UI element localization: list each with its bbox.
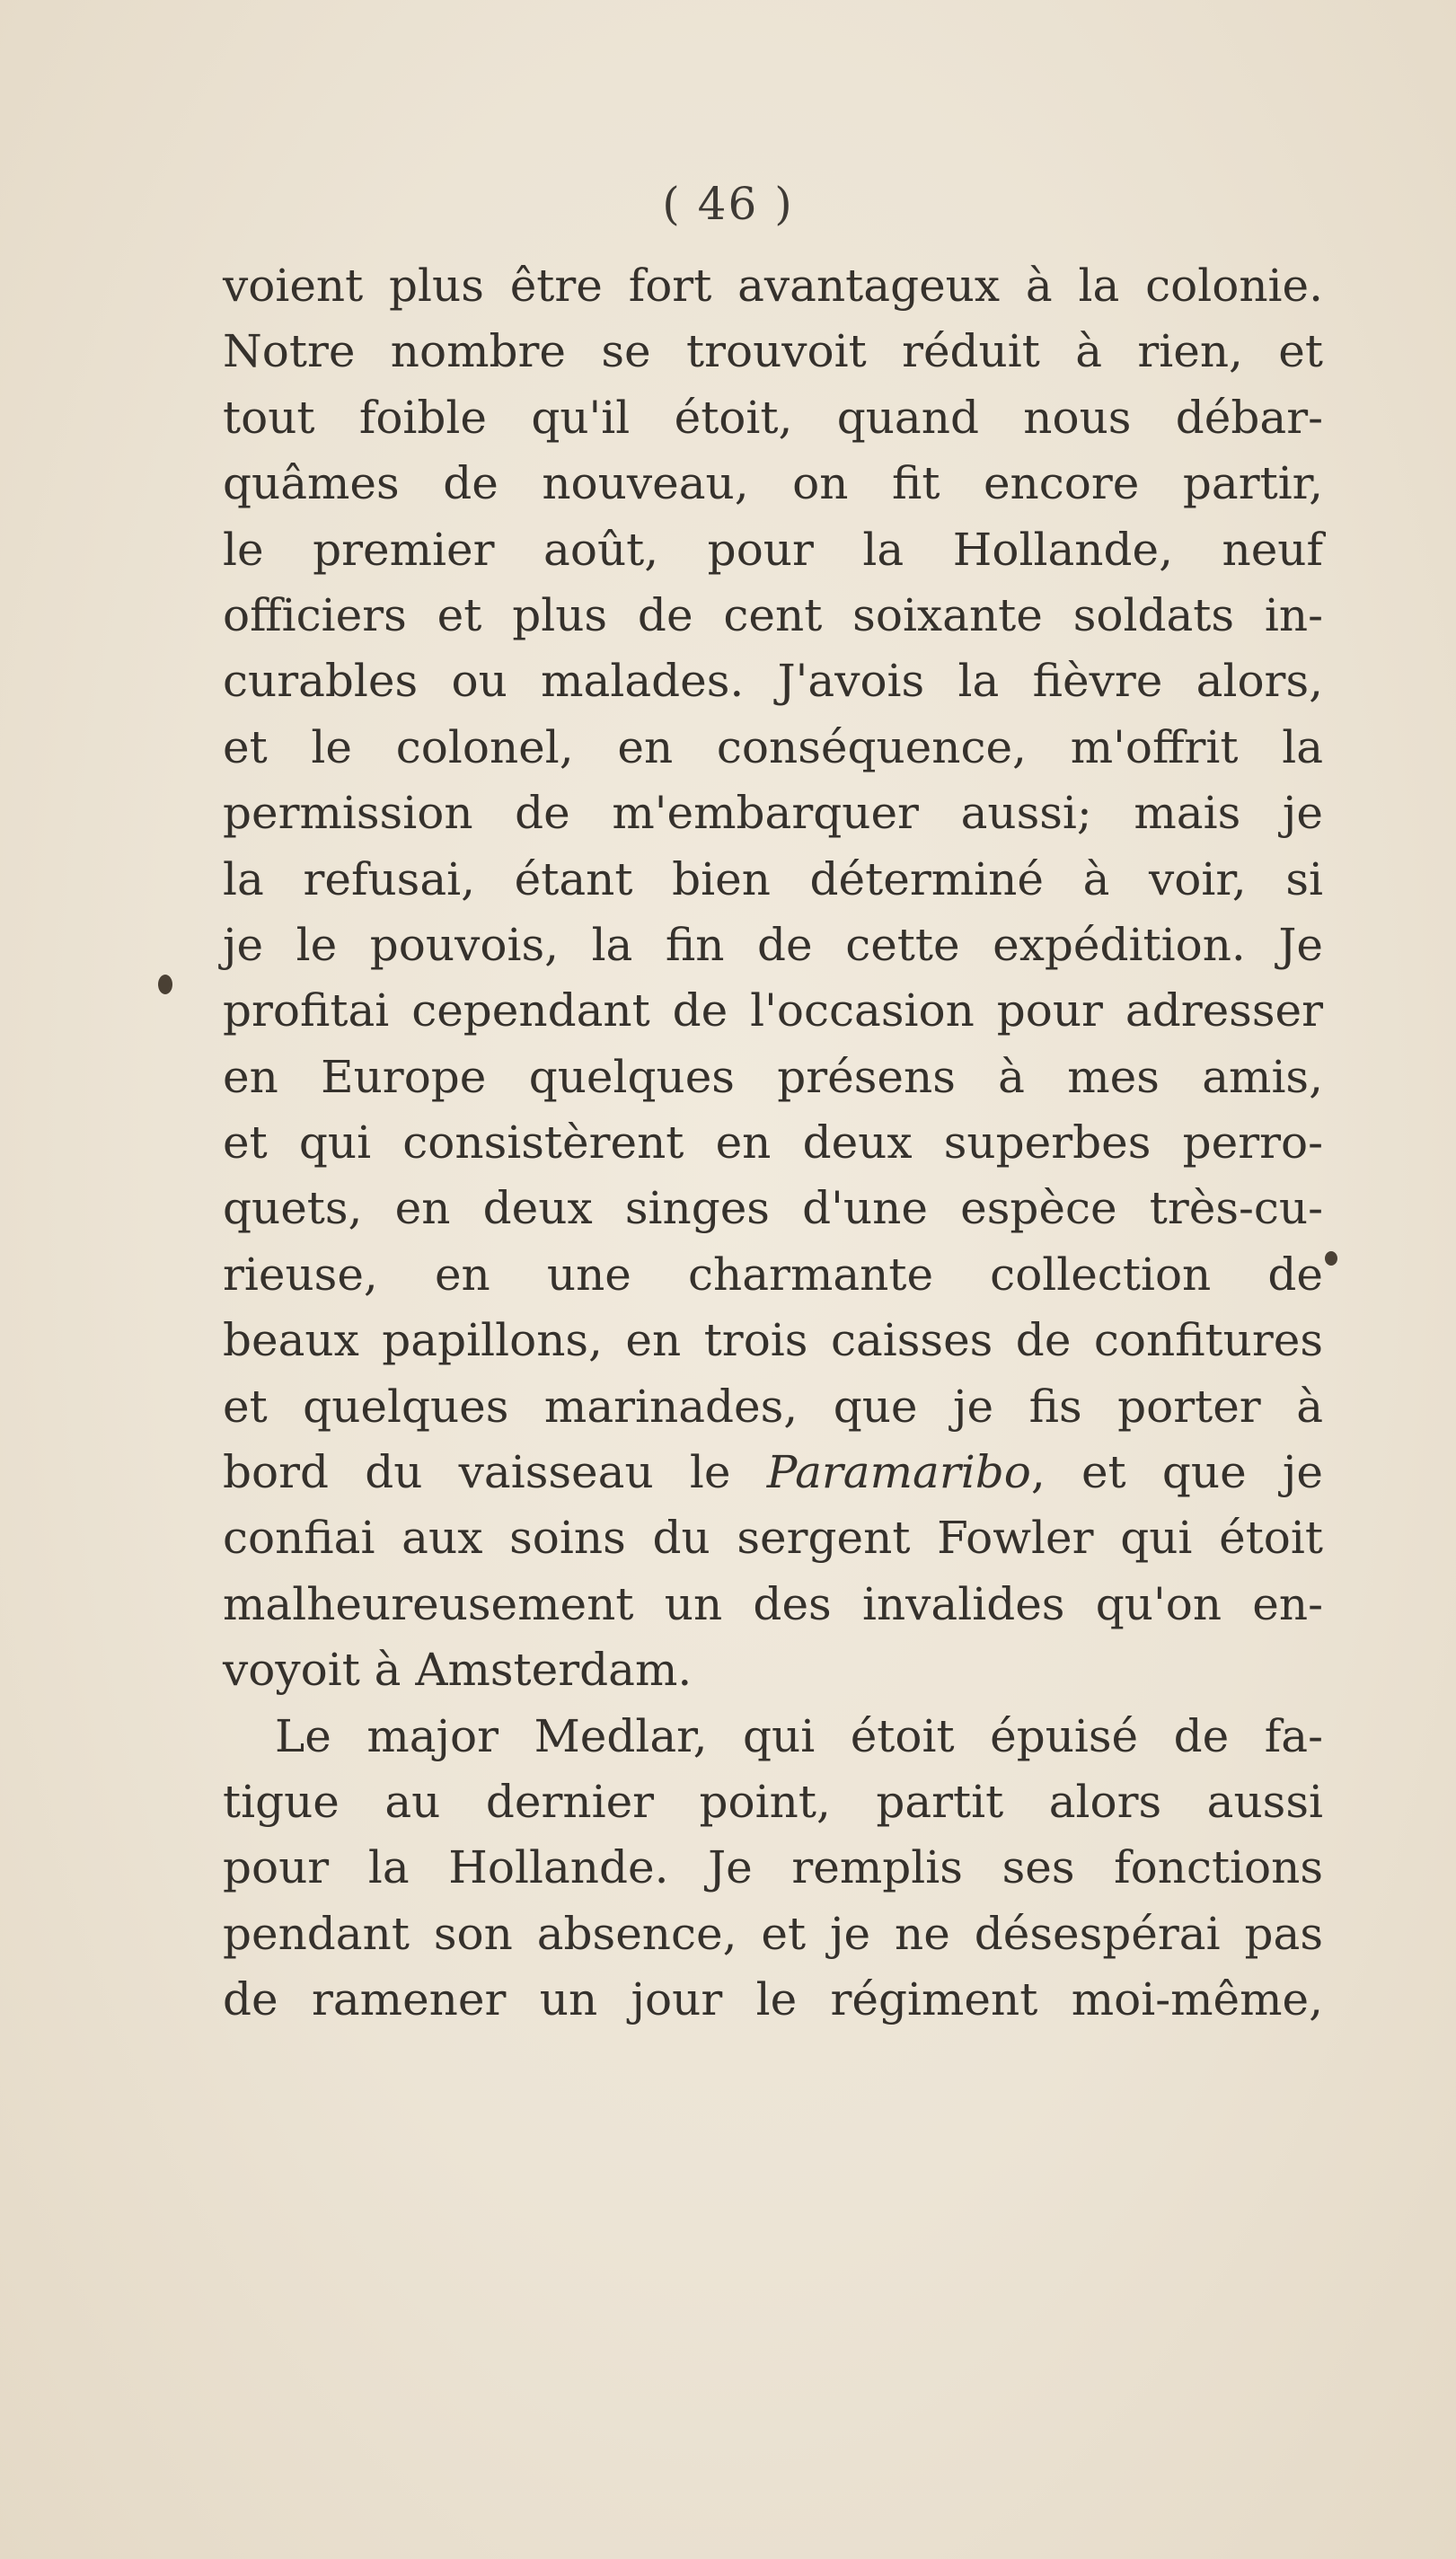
ship-name: Paramaribo (766, 1446, 1031, 1499)
text-line: et qui consistèrent en deux superbes perro- (223, 1116, 1323, 1169)
text-line: tout foible qu'il étoit, quand nous débar- (223, 391, 1323, 444)
ink-speck (1325, 1251, 1337, 1266)
text-line: pour la Hollande. Je remplis ses fonctions (223, 1841, 1323, 1894)
text-line: et le colonel, en conséquence, m'offrit la (223, 720, 1323, 773)
text-line: voient plus être fort avantageux à la colonie. (223, 260, 1323, 312)
text-line: officiers et plus de cent soixante soldats in- (223, 588, 1323, 641)
paragraph-start-line: Le major Medlar, qui étoit épuisé de fa- (275, 1709, 1323, 1762)
ship-line-after: , et que je (1030, 1446, 1323, 1499)
text-line: je le pouvois, la fin de cette expédition. Je (223, 918, 1323, 971)
text-line: malheureusement un des invalides qu'on en- (223, 1577, 1323, 1630)
text-line: curables ou malades. J'avois la fièvre alors, (223, 655, 1323, 708)
text-line: de ramener un jour le régiment moi-même, (223, 1973, 1323, 2026)
text-line: profitai cependant de l'occasion pour adresser (223, 984, 1323, 1037)
text-line: quets, en deux singes d'une espèce très-cu- (223, 1182, 1323, 1235)
text-line: en Europe quelques présens à mes amis, (223, 1050, 1323, 1103)
text-line: la refusai, étant bien déterminé à voir, si (223, 852, 1323, 905)
text-line: quâmes de nouveau, on fit encore partir, (223, 457, 1323, 510)
text-line: le premier août, pour la Hollande, neuf (223, 523, 1323, 576)
text-line: et quelques marinades, que je fis porter à (223, 1380, 1323, 1433)
text-line: Notre nombre se trouvoit réduit à rien, et (223, 325, 1323, 378)
page-number: ( 46 ) (662, 178, 794, 230)
text-line: rieuse, en une charmante collection de (223, 1248, 1323, 1301)
ink-speck (158, 975, 172, 994)
ship-name-line (223, 1440, 1323, 1505)
text-line: pendant son absence, et je ne désespérai pas (223, 1907, 1323, 1960)
text-line: permission de m'embarquer aussi; mais je (223, 787, 1323, 840)
text-line: tigue au dernier point, partit alors aussi (223, 1775, 1323, 1828)
text-line: beaux papillons, en trois caisses de confitures (223, 1314, 1323, 1367)
ship-line-before: bord du vaisseau le (223, 1446, 767, 1499)
body-text (223, 253, 1323, 2034)
paragraph-end-line: voyoit à Amsterdam. (223, 1644, 693, 1697)
text-line: confiai aux soins du sergent Fowler qui étoit (223, 1512, 1323, 1565)
